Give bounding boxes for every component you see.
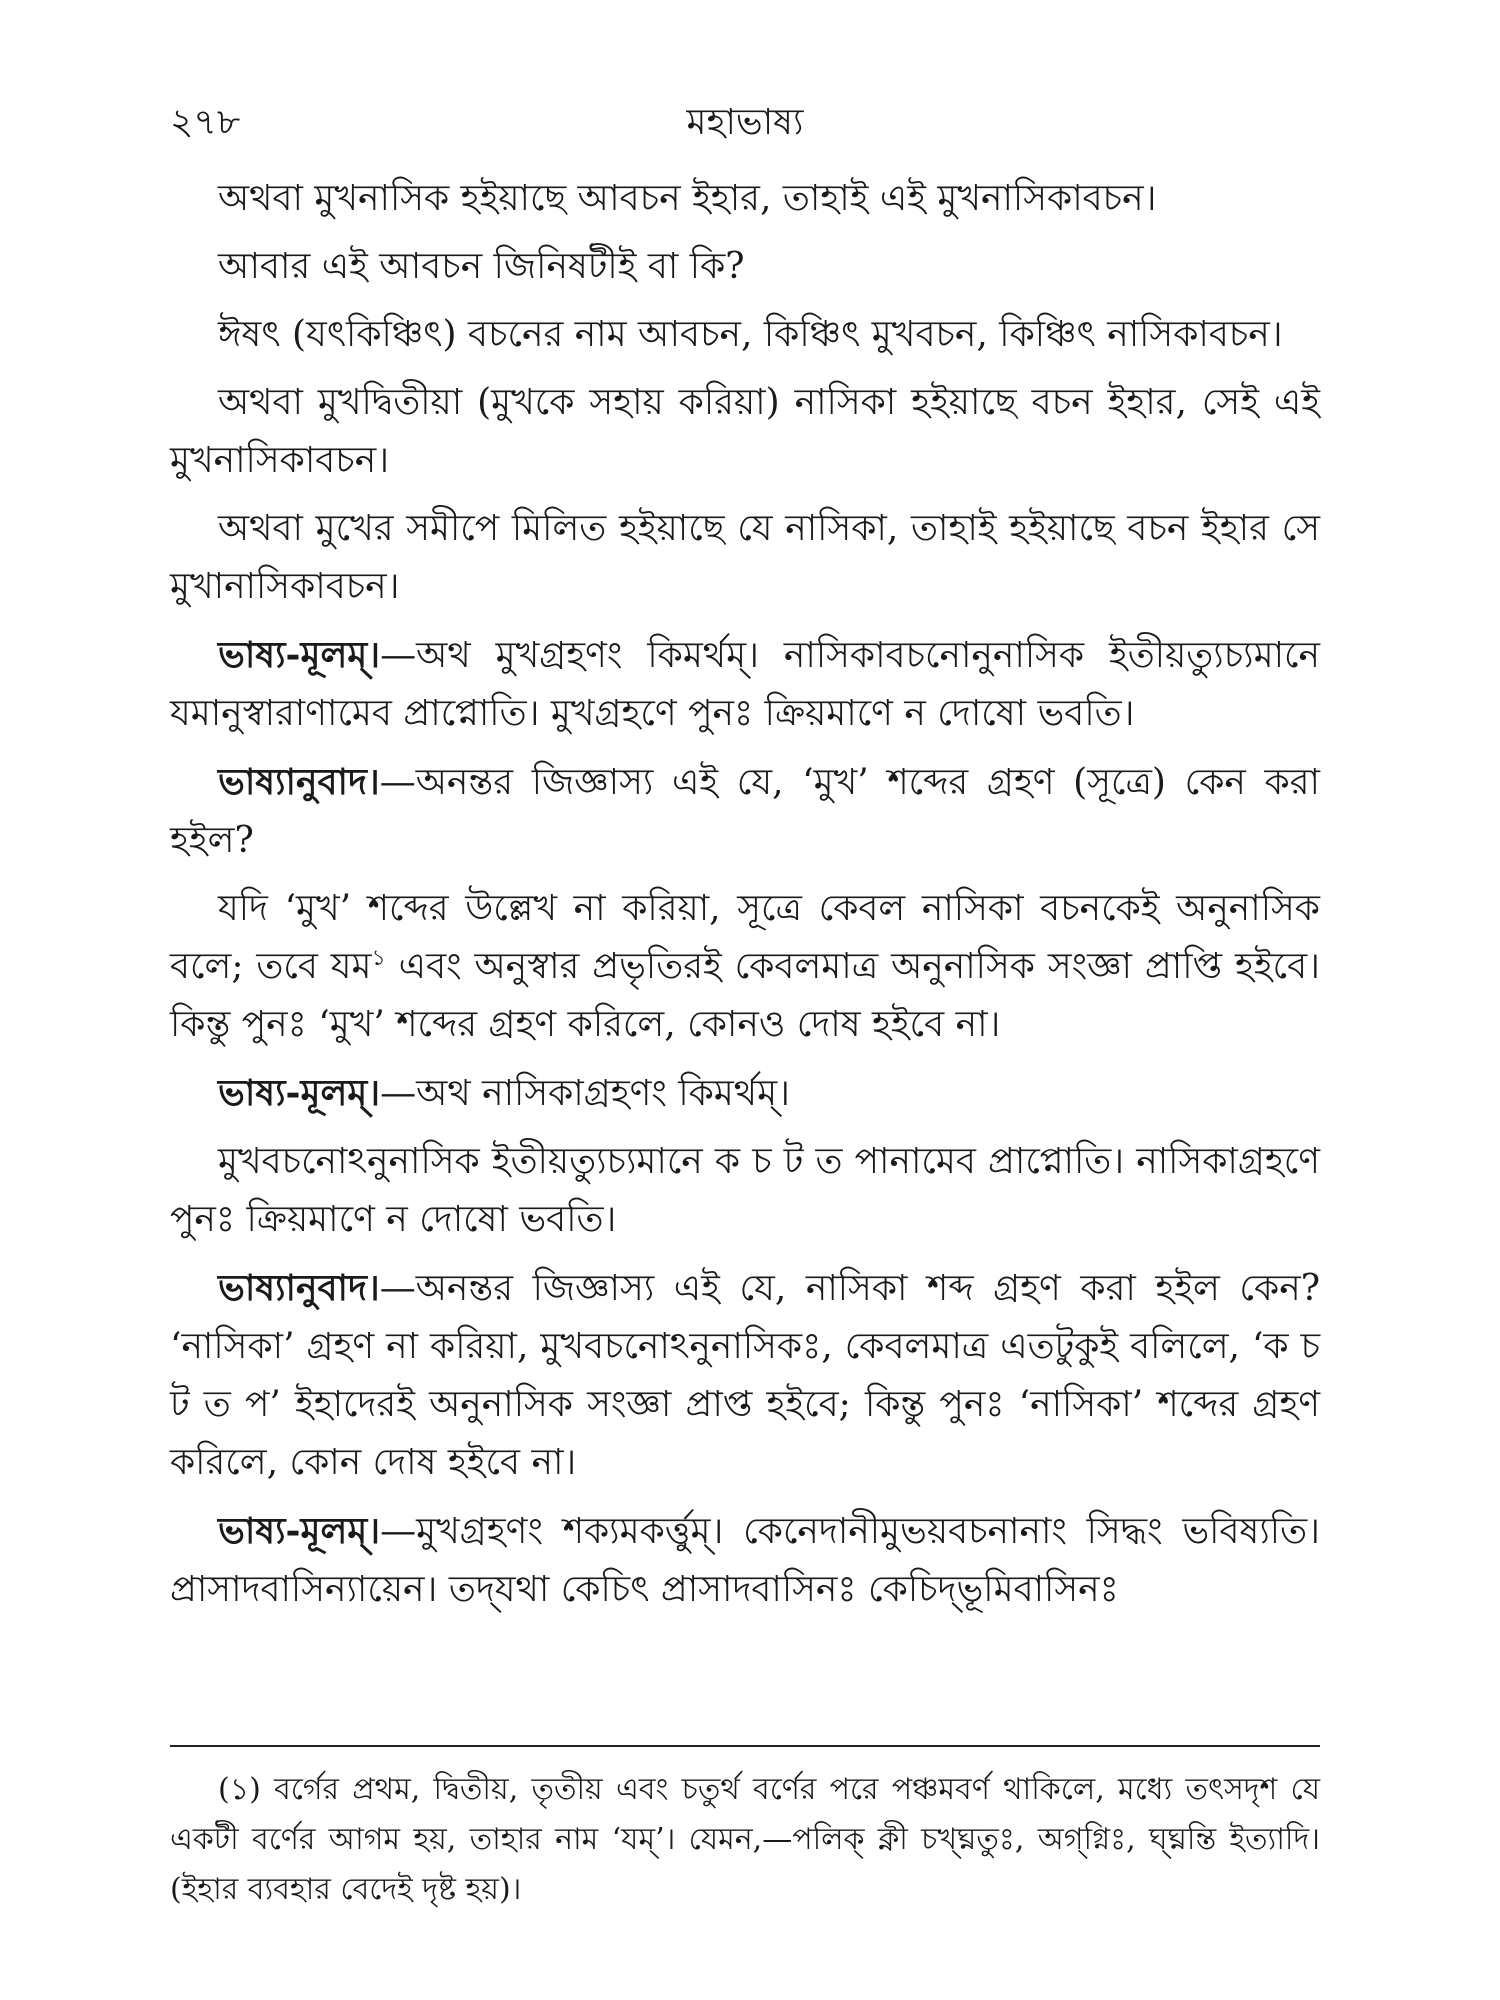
paragraph-8 bbox=[170, 880, 1320, 1054]
section-label-bhashyanuvad: ভাষ্যানুবাদ। bbox=[218, 761, 380, 803]
section-label-bhashya-mulam: ভাষ্য-মূলম্‌। bbox=[218, 634, 381, 676]
paragraph-9 bbox=[170, 1064, 1320, 1123]
paragraph-8-text-b: এবং অনুস্বার প্রভৃতিরই কেবলমাত্র অনুনাসিক সংজ্ঞা প্রাপ্তি হইবে। কিন্তু পুনঃ ‘মুখ’ শব্দের গ্রহণ করিলে, কোনও দোষ হইবে না। bbox=[170, 946, 1320, 1045]
running-title: মহাভাষ্য bbox=[686, 102, 804, 143]
paragraph-6 bbox=[170, 626, 1320, 743]
paragraph-8-text-a: যদি ‘মুখ’ শব্দের উল্লেখ না করিয়া, সূত্রে কেবল নাসিকা বচনকেই অনুনাসিক বলে; তবে যম bbox=[170, 888, 1320, 987]
section-label-bhashya-mulam: ভাষ্য-মূলম্‌। bbox=[218, 1072, 381, 1114]
paragraph-7-text: —অনন্তর জিজ্ঞাস্য এই যে, ‘মুখ’ শব্দের গ্রহণ (সূত্রে) কেন করা হইল? bbox=[170, 762, 1320, 861]
page-number: ২৭৮ bbox=[170, 102, 241, 143]
paragraph-10: মুখবচনোঽনুনাসিক ইতীয়ত্যুচ্যমানে ক চ ট ত পানামেব প্রাপ্নোতি। নাসিকাগ্রহণে পুনঃ ক্রিয়মাণে ন দোষো ভবতি। bbox=[170, 1141, 1320, 1240]
paragraph-4: অথবা মুখদ্বিতীয়া (মুখকে সহায় করিয়া) নাসিকা হইয়াছে বচন ইহার, সেই এই মুখনাসিকাবচন। bbox=[170, 382, 1320, 481]
section-label-bhashyanuvad: ভাষ্যানুবাদ। bbox=[218, 1267, 380, 1309]
paragraph-7 bbox=[170, 753, 1320, 870]
paragraph-11 bbox=[170, 1259, 1320, 1492]
paragraph-6-text: —অথ মুখগ্রহণং কিমর্থম্‌। নাসিকাবচনোনুনাসিক ইতীয়ত্যুচ্যমানে যমানুস্বারাণামেব প্রাপ্নোতি। মুখগ্রহণে পুনঃ ক্রিয়মাণে ন দোষো ভবতি। bbox=[170, 635, 1320, 734]
paragraph-9-text: —অথ নাসিকাগ্রহণং কিমর্থম্‌। bbox=[380, 1073, 790, 1114]
paragraph-3: ঈষৎ (যৎকিঞ্চিৎ) বচনের নাম আবচন, কিঞ্চিৎ মুখবচন, কিঞ্চিৎ নাসিকাবচন। bbox=[218, 314, 1283, 355]
paragraph-11-text: —অনন্তর জিজ্ঞাস্য এই যে, নাসিকা শব্দ গ্রহণ করা হইল কেন? ‘নাসিকা’ গ্রহণ না করিয়া, মুখবচনোঽনুনাসিকঃ, কেবলমাত্র এতটুকুই বলিলে, ‘ক চ ট ত প’ ইহাদেরই অনুনাসিক সংজ্ঞা প্রাপ্ত হইবে; কিন্তু পুনঃ ‘নাসিকা’ শব্দের গ্রহণ করিলে, কোন দোষ হইবে না। bbox=[170, 1268, 1320, 1483]
paragraph-2: আবার এই আবচন জিনিষটীই বা কি? bbox=[218, 246, 745, 287]
paragraph-12-text: —মুখগ্রহণং শক্যমকর্ত্তুম্‌। কেনেদানীমুভয়বচনানাং সিদ্ধং ভবিষ্যতি। প্রাসাদবাসিন্যায়েন। তদ্‌যথা কেচিৎ প্রাসাদবাসিনঃ কেচিদ্‌ভূমিবাসিনঃ bbox=[170, 1511, 1320, 1610]
paragraph-5: অথবা মুখের সমীপে মিলিত হইয়াছে যে নাসিকা, তাহাই হইয়াছে বচন ইহার সে মুখানাসিকাবচন। bbox=[170, 508, 1320, 607]
footnote: (১) বর্গের প্রথম, দ্বিতীয়, তৃতীয় এবং চতুর্থ বর্ণের পরে পঞ্চমবর্ণ থাকিলে, মধ্যে তৎসদৃশ যে একটী বর্ণের আগম হয়, তাহার নাম ‘যম্‌’। যেমন,—পলিক্‌ ক্নী চখ্‌ঘ্নতুঃ, অগ্‌গ্নিঃ, ঘ্‌ঘ্নন্তি ইত্যাদি। (ইহার ব্যবহার বেদেই দৃষ্ট হয়)। bbox=[170, 1772, 1320, 1907]
footnote-reference: ১ bbox=[371, 946, 386, 971]
footnote-divider bbox=[170, 1745, 1320, 1747]
section-label-bhashya-mulam: ভাষ্য-মূলম্‌। bbox=[218, 1510, 381, 1552]
paragraph-12 bbox=[170, 1502, 1320, 1619]
paragraph-1: অথবা মুখনাসিক হইয়াছে আবচন ইহার, তাহাই এই মুখনাসিকাবচন। bbox=[218, 178, 1157, 219]
page-header bbox=[170, 95, 1320, 145]
main-text bbox=[170, 170, 1320, 1629]
